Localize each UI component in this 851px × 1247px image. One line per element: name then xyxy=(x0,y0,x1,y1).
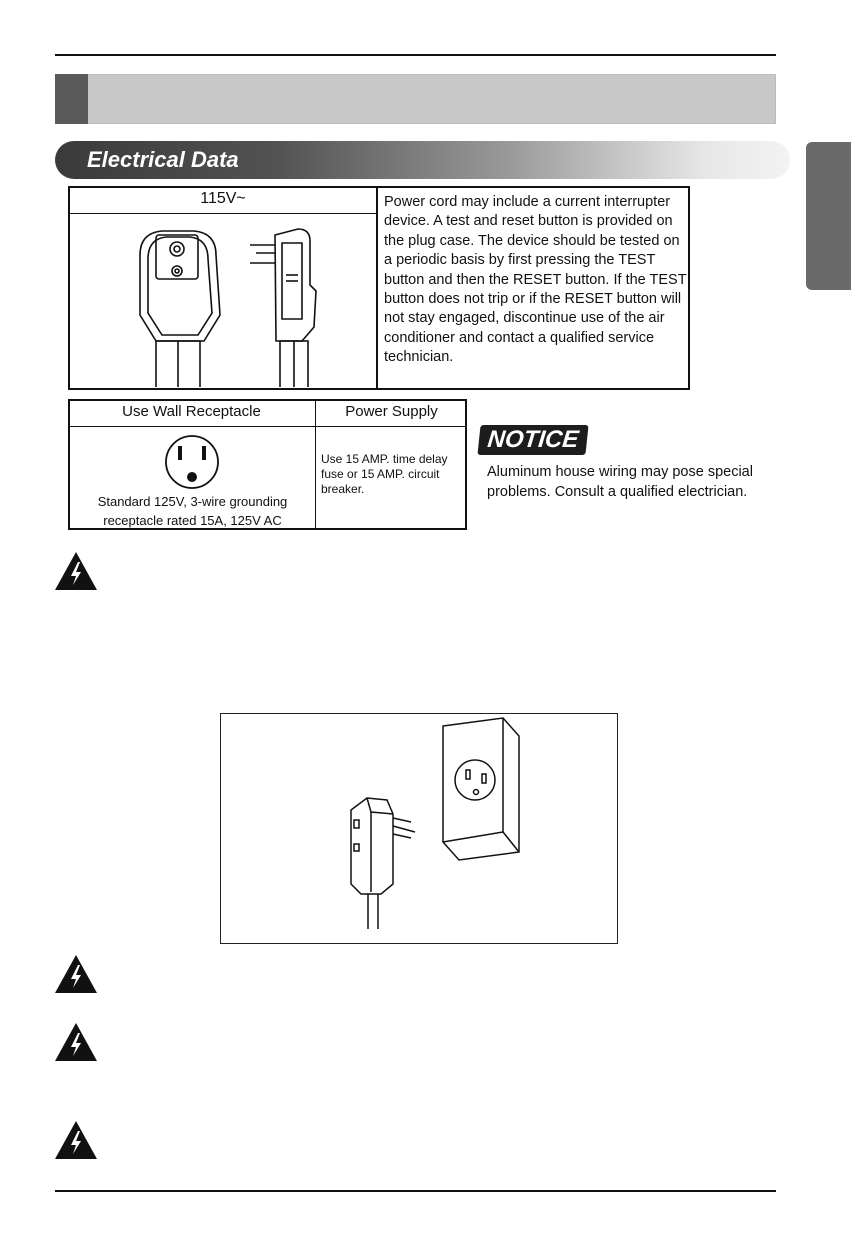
wall-receptacle-header: Use Wall Receptacle xyxy=(122,403,261,420)
page-header-bar xyxy=(55,74,776,124)
table-divider xyxy=(376,186,378,390)
power-supply-text: Use 15 AMP. time delay fuse or 15 AMP. circuit breaker. xyxy=(321,452,448,496)
plug-illustration xyxy=(70,215,376,387)
electrical-warning-icon xyxy=(54,1120,98,1160)
table-divider xyxy=(68,213,378,214)
receptacle-caption: Standard 125V, 3-wire grounding receptacle rated 15A, 125V AC xyxy=(97,494,288,528)
bottom-rule xyxy=(55,1190,776,1192)
page-header-block xyxy=(55,74,88,124)
plug-and-wall-outlet-drawing xyxy=(221,714,617,943)
wall-outlet-icon xyxy=(162,433,222,491)
plug-description: Power cord may include a current interrupter device. A test and reset button is provided on the plug case. The device should be tested on a periodic basis by first pressing the TEST button and then the RESET button. If the TEST button does not trip or if the RESET button will not stay engaged, discontinue use of the air conditioner and contact a qualified service technician. xyxy=(384,194,687,366)
notice-text: Aluminum house wiring may pose special problems. Consult a qualified electrician. xyxy=(487,464,753,500)
electrical-warning-icon xyxy=(54,551,98,591)
notice-badge: NOTICE xyxy=(477,425,588,455)
top-rule xyxy=(55,54,776,56)
table-divider xyxy=(68,426,467,427)
electrical-warning-icon xyxy=(54,1022,98,1062)
power-supply-header: Power Supply xyxy=(345,403,438,420)
electrical-warning-icon xyxy=(54,954,98,994)
section-title: Electrical Data xyxy=(87,147,239,172)
language-side-tab xyxy=(806,142,851,290)
voltage-header: 115V~ xyxy=(200,190,246,207)
